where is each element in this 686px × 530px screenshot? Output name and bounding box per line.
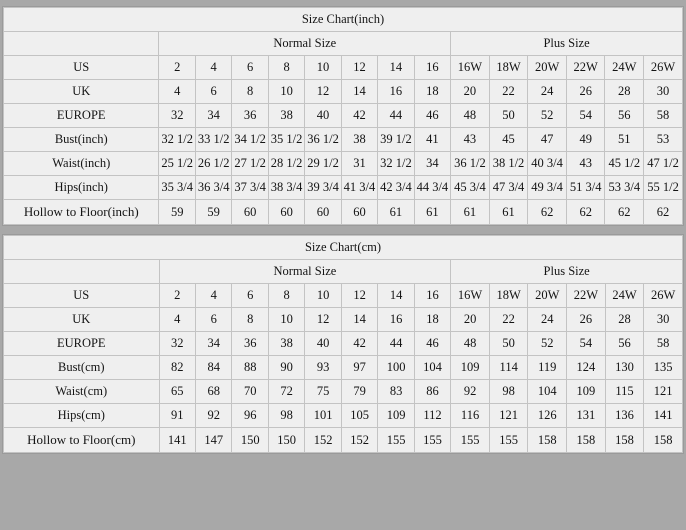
cell: 54 <box>567 332 606 356</box>
cell: 49 <box>566 128 605 152</box>
cell: 98 <box>489 380 528 404</box>
cell: 4 <box>159 80 195 104</box>
cell: 26 1/2 <box>195 152 231 176</box>
cell: 114 <box>489 356 528 380</box>
cell: 158 <box>605 428 644 453</box>
cell: 10 <box>305 284 341 308</box>
cell: 32 1/2 <box>378 152 414 176</box>
cell: 86 <box>414 380 450 404</box>
cell: 32 <box>159 104 195 128</box>
cell: 92 <box>195 404 231 428</box>
cell: 46 <box>414 332 450 356</box>
cell: 155 <box>378 428 414 453</box>
cell: 4 <box>195 284 231 308</box>
cell: 31 <box>341 152 377 176</box>
cell: 105 <box>341 404 377 428</box>
cell: 75 <box>305 380 341 404</box>
cell: 16 <box>378 308 414 332</box>
cell: 119 <box>528 356 567 380</box>
row-label-hips: Hips(inch) <box>4 176 159 200</box>
cell: 39 3/4 <box>305 176 341 200</box>
cell: 27 1/2 <box>232 152 268 176</box>
cell: 18W <box>489 284 528 308</box>
cell: 43 <box>451 128 490 152</box>
cell: 126 <box>528 404 567 428</box>
cell: 150 <box>268 428 304 453</box>
cell: 104 <box>414 356 450 380</box>
cell: 152 <box>305 428 341 453</box>
cell: 29 1/2 <box>305 152 341 176</box>
cell: 45 <box>489 128 528 152</box>
row-label-europe: EUROPE <box>4 104 159 128</box>
cell: 34 <box>195 332 231 356</box>
size-chart-inch <box>2 6 684 226</box>
cell: 59 <box>195 200 231 225</box>
cell: 92 <box>451 380 490 404</box>
cell: 47 1/2 <box>644 152 683 176</box>
cell: 4 <box>159 308 195 332</box>
cell: 46 <box>414 104 450 128</box>
cell: 36 <box>232 332 268 356</box>
cell: 51 3/4 <box>566 176 605 200</box>
cell: 97 <box>341 356 377 380</box>
cell: 40 <box>305 332 341 356</box>
cell: 155 <box>414 428 450 453</box>
cell: 24W <box>605 284 644 308</box>
cell: 6 <box>195 80 231 104</box>
row-label-hollow-to-floor: Hollow to Floor(inch) <box>4 200 159 225</box>
cell: 44 <box>378 104 414 128</box>
cell: 158 <box>644 428 683 453</box>
cell: 8 <box>232 308 268 332</box>
cell: 79 <box>341 380 377 404</box>
cell: 8 <box>268 56 304 80</box>
table-row <box>4 104 683 128</box>
group-header-normal: Normal Size <box>159 32 451 56</box>
cell: 152 <box>341 428 377 453</box>
cell: 40 <box>305 104 341 128</box>
cell: 16 <box>378 80 414 104</box>
cell: 62 <box>528 200 567 225</box>
cell: 91 <box>159 404 195 428</box>
cell: 12 <box>341 284 377 308</box>
cell: 18W <box>489 56 528 80</box>
cell: 48 <box>451 332 490 356</box>
cell: 38 1/2 <box>489 152 528 176</box>
row-label-uk: UK <box>4 308 160 332</box>
cell: 20 <box>451 80 490 104</box>
cell: 93 <box>305 356 341 380</box>
cell: 14 <box>341 80 377 104</box>
cell: 135 <box>644 356 683 380</box>
cell: 36 3/4 <box>195 176 231 200</box>
cell: 45 3/4 <box>451 176 490 200</box>
row-label-waist: Waist(cm) <box>4 380 160 404</box>
cell: 36 <box>232 104 268 128</box>
table-row <box>4 200 683 225</box>
cell: 34 <box>414 152 450 176</box>
cell: 62 <box>605 200 644 225</box>
cell: 90 <box>268 356 304 380</box>
cell: 28 <box>605 308 644 332</box>
cell: 58 <box>644 332 683 356</box>
table-title-row <box>4 8 683 32</box>
cell: 12 <box>341 56 377 80</box>
cell: 141 <box>644 404 683 428</box>
cell: 83 <box>378 380 414 404</box>
size-chart-cm <box>2 234 684 454</box>
cell: 109 <box>451 356 490 380</box>
cell: 116 <box>451 404 490 428</box>
cell: 39 1/2 <box>378 128 414 152</box>
cell: 41 <box>414 128 450 152</box>
row-label-bust: Bust(inch) <box>4 128 159 152</box>
cell: 136 <box>605 404 644 428</box>
cell: 147 <box>195 428 231 453</box>
cell: 88 <box>232 356 268 380</box>
cell: 56 <box>605 104 644 128</box>
cell: 24W <box>605 56 644 80</box>
cell: 41 3/4 <box>341 176 377 200</box>
cell: 42 <box>341 332 377 356</box>
cell: 96 <box>232 404 268 428</box>
cell: 16 <box>414 56 450 80</box>
row-label-hollow-to-floor: Hollow to Floor(cm) <box>4 428 160 453</box>
table-title-row <box>4 236 683 260</box>
cell: 124 <box>567 356 606 380</box>
table-row <box>4 128 683 152</box>
cell: 42 3/4 <box>378 176 414 200</box>
cell: 141 <box>159 428 195 453</box>
cell: 62 <box>644 200 683 225</box>
cell: 49 3/4 <box>528 176 567 200</box>
cell: 52 <box>528 332 567 356</box>
cell: 22 <box>489 308 528 332</box>
cell: 98 <box>268 404 304 428</box>
cell: 65 <box>159 380 195 404</box>
cell: 26 <box>566 80 605 104</box>
cell: 6 <box>195 308 231 332</box>
cell: 84 <box>195 356 231 380</box>
cell: 12 <box>305 80 341 104</box>
cell: 14 <box>378 284 414 308</box>
cell: 59 <box>159 200 195 225</box>
cell: 82 <box>159 356 195 380</box>
cell: 6 <box>232 56 268 80</box>
cell: 109 <box>378 404 414 428</box>
cell: 47 <box>528 128 567 152</box>
cell: 38 <box>268 332 304 356</box>
cell: 14 <box>378 56 414 80</box>
cell: 62 <box>566 200 605 225</box>
cell: 26W <box>644 56 683 80</box>
cell: 30 <box>644 80 683 104</box>
size-chart-inch-table <box>3 7 683 225</box>
cell: 44 3/4 <box>414 176 450 200</box>
cell: 43 <box>566 152 605 176</box>
table-row <box>4 404 683 428</box>
table-row <box>4 176 683 200</box>
cell: 44 <box>378 332 414 356</box>
cell: 12 <box>305 308 341 332</box>
cell: 150 <box>232 428 268 453</box>
cell: 54 <box>566 104 605 128</box>
cell: 72 <box>268 380 304 404</box>
cell: 16 <box>414 284 450 308</box>
cell: 4 <box>195 56 231 80</box>
cell: 34 <box>195 104 231 128</box>
table-group-row <box>4 260 683 284</box>
row-label-hips: Hips(cm) <box>4 404 160 428</box>
row-label-bust: Bust(cm) <box>4 356 160 380</box>
cell: 55 1/2 <box>644 176 683 200</box>
cell: 32 1/2 <box>159 128 195 152</box>
cell: 61 <box>378 200 414 225</box>
cell: 45 1/2 <box>605 152 644 176</box>
cell: 33 1/2 <box>195 128 231 152</box>
cell: 20W <box>528 56 567 80</box>
cell: 10 <box>268 308 304 332</box>
table-row <box>4 152 683 176</box>
cell: 10 <box>268 80 304 104</box>
table-row <box>4 332 683 356</box>
cell: 24 <box>528 80 567 104</box>
cell: 50 <box>489 104 528 128</box>
cell: 131 <box>567 404 606 428</box>
cell: 155 <box>451 428 490 453</box>
row-label-waist: Waist(inch) <box>4 152 159 176</box>
cell: 121 <box>644 380 683 404</box>
cell: 26 <box>567 308 606 332</box>
cell: 61 <box>414 200 450 225</box>
cell: 60 <box>268 200 304 225</box>
cell: 30 <box>644 308 683 332</box>
cell: 121 <box>489 404 528 428</box>
cell: 18 <box>414 80 450 104</box>
group-header-normal: Normal Size <box>159 260 451 284</box>
cell: 16W <box>451 284 490 308</box>
row-label-europe: EUROPE <box>4 332 160 356</box>
cell: 70 <box>232 380 268 404</box>
table-row <box>4 428 683 453</box>
cell: 28 <box>605 80 644 104</box>
cell: 34 1/2 <box>232 128 268 152</box>
cell: 52 <box>528 104 567 128</box>
cell: 48 <box>451 104 490 128</box>
cell: 100 <box>378 356 414 380</box>
cell: 61 <box>489 200 528 225</box>
cell: 18 <box>414 308 450 332</box>
cell: 158 <box>567 428 606 453</box>
corner-cell <box>4 260 160 284</box>
table-row <box>4 356 683 380</box>
cell: 38 <box>268 104 304 128</box>
cell: 68 <box>195 380 231 404</box>
cell: 42 <box>341 104 377 128</box>
cell: 112 <box>414 404 450 428</box>
table-row <box>4 380 683 404</box>
cell: 60 <box>232 200 268 225</box>
cell: 6 <box>232 284 268 308</box>
cell: 47 3/4 <box>489 176 528 200</box>
cell: 22 <box>489 80 528 104</box>
cell: 101 <box>305 404 341 428</box>
cell: 14 <box>341 308 377 332</box>
corner-cell <box>4 32 159 56</box>
cell: 60 <box>305 200 341 225</box>
cell: 22W <box>567 284 606 308</box>
cell: 56 <box>605 332 644 356</box>
cell: 53 <box>644 128 683 152</box>
cell: 36 1/2 <box>451 152 490 176</box>
cell: 50 <box>489 332 528 356</box>
table-row <box>4 308 683 332</box>
cell: 36 1/2 <box>305 128 341 152</box>
cell: 2 <box>159 284 195 308</box>
cell: 109 <box>567 380 606 404</box>
cell: 20 <box>451 308 490 332</box>
cell: 20W <box>528 284 567 308</box>
cell: 2 <box>159 56 195 80</box>
group-header-plus: Plus Size <box>451 32 683 56</box>
table-row <box>4 284 683 308</box>
cell: 37 3/4 <box>232 176 268 200</box>
cell: 10 <box>305 56 341 80</box>
table-row <box>4 56 683 80</box>
cell: 51 <box>605 128 644 152</box>
cell: 25 1/2 <box>159 152 195 176</box>
cell: 28 1/2 <box>268 152 304 176</box>
cell: 32 <box>159 332 195 356</box>
row-label-us: US <box>4 284 160 308</box>
cell: 130 <box>605 356 644 380</box>
cell: 104 <box>528 380 567 404</box>
cell: 40 3/4 <box>528 152 567 176</box>
cell: 22W <box>566 56 605 80</box>
cell: 35 1/2 <box>268 128 304 152</box>
page-title-cm: Size Chart(cm) <box>4 236 683 260</box>
cell: 38 3/4 <box>268 176 304 200</box>
page-title: Size Chart(inch) <box>4 8 683 32</box>
cell: 115 <box>605 380 644 404</box>
cell: 155 <box>489 428 528 453</box>
row-label-us: US <box>4 56 159 80</box>
cell: 24 <box>528 308 567 332</box>
row-label-uk: UK <box>4 80 159 104</box>
cell: 26W <box>644 284 683 308</box>
cell: 8 <box>232 80 268 104</box>
table-row <box>4 80 683 104</box>
cell: 35 3/4 <box>159 176 195 200</box>
cell: 8 <box>268 284 304 308</box>
cell: 60 <box>341 200 377 225</box>
size-chart-cm-table <box>3 235 683 453</box>
cell: 16W <box>451 56 490 80</box>
group-header-plus: Plus Size <box>451 260 683 284</box>
cell: 61 <box>451 200 490 225</box>
cell: 38 <box>341 128 377 152</box>
cell: 58 <box>644 104 683 128</box>
cell: 158 <box>528 428 567 453</box>
table-group-row <box>4 32 683 56</box>
cell: 53 3/4 <box>605 176 644 200</box>
